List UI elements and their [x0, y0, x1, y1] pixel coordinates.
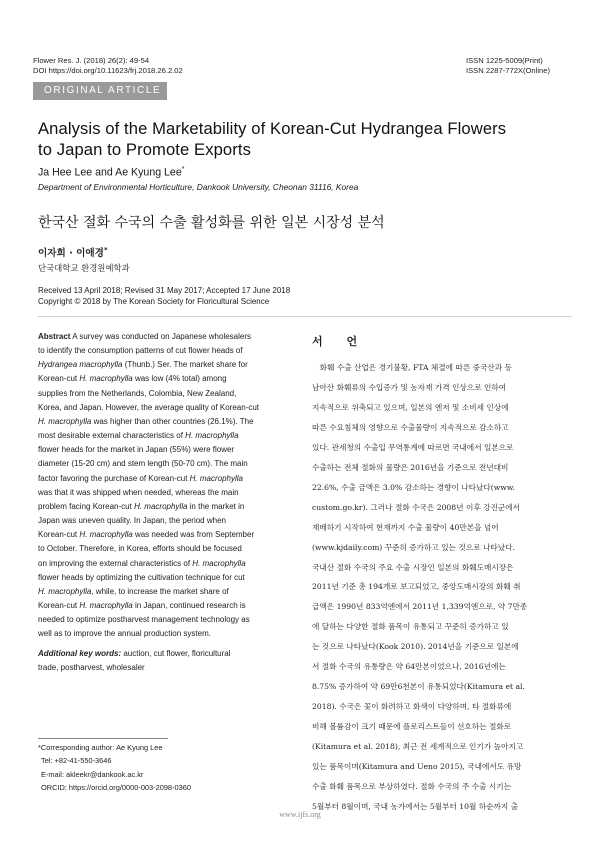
abstract-line: Japan was uneven quality. In Japan, the period when — [38, 516, 226, 526]
article-dates: Received 13 April 2018; Revised 31 May 2017; Accepted 17 June 2018 — [38, 286, 291, 295]
intro-line: 5월부터 8월이며, 국내 농가에서는 5월부터 10월 하순까지 출 — [312, 801, 519, 811]
abstract-line: diameter (15-20 cm) and stem length (50-70 cm). The main — [38, 459, 248, 469]
abstract-line: well as to improve the annual production system. — [38, 629, 211, 639]
doi-link[interactable]: DOI https://doi.org/10.11623/frj.2018.26.2.02 — [33, 66, 183, 75]
author-tel: Tel: +82-41-550-3646 — [41, 756, 112, 766]
abstract-line: flower heads for the market in Japan (55%) were flower — [38, 445, 235, 455]
abstract-label: Abstract — [38, 332, 71, 341]
intro-line: 급액은 1990년 833억엔에서 2011년 1,339억엔으로, 약 7만종 — [312, 602, 528, 612]
abstract-line: on improving the external characteristics of H. macrophylla — [38, 558, 246, 568]
intro-line: (Kitamura et al. 2018), 최근 전 세계적으로 인기가 높아지고 — [312, 742, 524, 752]
author-email[interactable]: E-mail: akleekr@dankook.ac.kr — [41, 769, 144, 779]
intro-line: 비해 볼륨감이 크기 때문에 플로리스트들이 선호하는 절화로 — [312, 722, 512, 732]
corresponding-author: *Corresponding author: Ae Kyung Lee — [38, 743, 163, 752]
abstract-line: needed to optimize postharvest management technology as — [38, 615, 250, 625]
abstract-line: Abstract A survey was conducted on Japanese wholesalers — [38, 332, 252, 341]
corresponding-mark: * — [181, 166, 185, 173]
abstract-line: Hydrangea macrophylla (Thunb.) Ser. The market share for — [38, 360, 248, 370]
author-names-korean: 이자희 · 이애경 — [38, 248, 104, 259]
abstract-line: H. macrophylla, while, to increase the market share of — [38, 586, 229, 596]
abstract-line: Korea, and Japan. However, the average quality of Korean-cut — [38, 402, 260, 412]
abstract-line: factor favoring the purchase of Korean-cut H. macrophylla — [38, 473, 243, 483]
author-names: Ja Hee Lee and Ae Kyung Lee — [38, 166, 182, 179]
intro-line: 8.75% 증가하여 약 69만6천본이 유통되었다(Kitamura et al. — [312, 682, 525, 692]
abstract-line: problem facing Korean-cut H. macrophylla in the market in — [38, 501, 245, 511]
abstract-line: was that it was shipped when needed, whereas the main — [38, 487, 239, 497]
title-korean: 한국산 절화 수국의 수출 활성화를 위한 일본 시장성 분석 — [38, 215, 385, 231]
keywords-text: auction, cut flower, floricultural — [121, 649, 231, 658]
intro-line: 2011년 기준 총 194개로 보고되었고, 중앙도매시장의 화훼 취 — [312, 582, 521, 592]
abstract-line: Korean-cut H. macrophylla was low (4% total) among — [38, 374, 227, 384]
intro-heading: 서 언 — [312, 335, 368, 348]
intro-line: 는 것으로 나타났다(Kook 2010). 2014년을 기준으로 일본에 — [312, 642, 519, 652]
issn-online: ISSN 2287-772X(Online) — [466, 66, 550, 75]
footer-url[interactable]: www.ijfs.org — [279, 810, 321, 819]
abstract-line: supplies from the Netherlands, Colombia, New Zealand, — [38, 388, 237, 398]
introduction-body — [312, 358, 574, 817]
abstract-line: to October. Therefore, in Korea, efforts should be focused — [38, 544, 242, 554]
author-orcid[interactable]: ORCID: https://orcid.org/0000-003-2098-0360 — [41, 783, 191, 793]
affiliation-korean: 단국대학교 환경원예학과 — [38, 263, 130, 273]
authors-english — [38, 166, 184, 179]
intro-line: 22.6%, 수출 금액은 3.0% 감소하는 경향이 나타났다(www. — [312, 482, 515, 492]
keywords-label: Additional key words: — [38, 649, 122, 658]
intro-line: 화훼 수출 산업은 경기불황, FTA 체결에 따른 중국산과 동 — [312, 363, 512, 372]
intro-line: 서 절화 수국의 유통량은 약 64만본이었으나, 2016년에는 — [312, 662, 506, 672]
intro-line: 2018). 수국은 꽃이 화려하고 화색이 다양하며, 타 절화류에 — [312, 702, 512, 712]
intro-line: 따른 수요침체의 영향으로 수출물량이 지속적으로 감소하고 — [312, 422, 509, 432]
abstract-line: flower heads by optimizing the cultivation technique for cut — [38, 572, 245, 582]
intro-line: 지속적으로 위축되고 있으며, 일본의 엔저 및 소비세 인상에 — [312, 402, 509, 412]
correspondence-block — [38, 741, 291, 795]
copyright-notice: Copyright © 2018 by The Korean Society for Floricultural Science — [38, 297, 270, 306]
keywords-text: trade, postharvest, wholesaler — [38, 663, 145, 672]
abstract-line: to identify the consumption patterns of cut flower heads of — [38, 346, 243, 356]
journal-citation: Flower Res. J. (2018) 26(2): 49-54 — [33, 56, 150, 65]
footnote-divider — [38, 738, 168, 739]
intro-line: 있다. 관세청의 수출입 무역통계에 따르면 국내에서 일본으로 — [312, 442, 514, 452]
intro-line: 수출하는 전체 절화의 물량은 2016년을 기준으로 전년대비 — [312, 462, 509, 472]
journal-header — [33, 56, 183, 76]
abstract-line: Korean-cut H. macrophylla in Japan, continued research is — [38, 600, 246, 610]
article-type-banner: ORIGINAL ARTICLE — [33, 82, 167, 100]
affiliation-english: Department of Environmental Horticulture, Dankook University, Cheonan 31116, Korea — [38, 182, 359, 192]
intro-line: 남아산 화훼류의 수입증가 및 농자재 가격 인상으로 인하여 — [312, 382, 507, 392]
intro-line: custom.go.kr). 그러나 절화 수국은 2008년 이후 강진군에서 — [312, 502, 521, 512]
authors-korean — [38, 245, 108, 259]
abstract-line: Korean-cut H. macrophylla was needed was from September — [38, 530, 255, 540]
abstract — [38, 330, 291, 641]
issn-print: ISSN 1225-5009(Print) — [466, 56, 543, 65]
title-english — [38, 118, 578, 160]
title-line: to Japan to Promote Exports — [38, 140, 251, 159]
intro-line: 있는 품목이며(Kitamura and Ueno 2015), 국내에서도 유망 — [312, 762, 522, 772]
divider — [38, 316, 572, 317]
issn-block — [466, 56, 550, 76]
keywords — [38, 647, 291, 675]
intro-line: 재배하기 시작하여 현재까지 수출 물량이 40만본을 넘어 — [312, 522, 499, 532]
abstract-line: most desirable external characteristics of H. macrophylla — [38, 431, 239, 441]
intro-line: 에 달하는 다양한 절화 품목이 유통되고 꾸준히 증가하고 있 — [312, 622, 509, 632]
intro-line: 수출 화훼 품목으로 부상하였다. 절화 수국의 주 수출 시기는 — [312, 782, 511, 792]
intro-line: 국내산 절화 수국의 주요 수출 시장인 일본의 화훼도매시장은 — [312, 562, 514, 572]
abstract-line: H. macrophylla was higher than other countries (26.1%). The — [38, 416, 254, 426]
title-line: Analysis of the Marketability of Korean-Cut Hydrangea Flowers — [38, 119, 507, 138]
intro-line: (www.kjdaily.com) 꾸준히 증가하고 있는 것으로 나타났다. — [312, 542, 515, 552]
corresponding-mark: * — [103, 245, 108, 254]
